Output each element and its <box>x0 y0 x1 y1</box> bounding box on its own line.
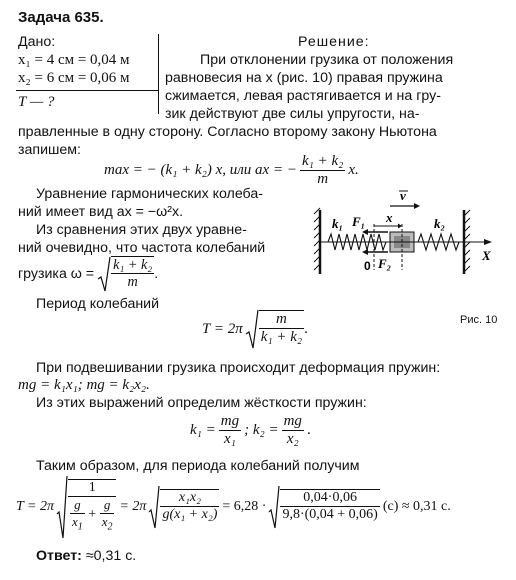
fraction-denominator: x₁ <box>223 430 236 447</box>
fraction-denominator: $x_1$ <box>72 514 83 533</box>
solution-line: правленные в одну сторону. Согласно второму закону Ньютона <box>18 124 437 140</box>
equation-part: max = − (k₁ + k₂) x, или ax = − <box>104 161 297 178</box>
velocity-arrowhead <box>414 203 420 209</box>
fraction-numerator: mg <box>283 412 302 429</box>
fraction <box>259 310 304 346</box>
k1-label: k₁ <box>332 216 344 231</box>
solution-line: Уравнение гармонических колеба- <box>36 186 263 202</box>
fraction-denominator: $x_2$ <box>101 514 113 533</box>
fraction-numerator: x₁x₂ <box>160 490 219 507</box>
fraction-denominator: m <box>127 274 138 290</box>
answer <box>36 548 136 564</box>
origin-label: 0 <box>364 259 371 273</box>
f1-label: F₁ <box>352 214 366 229</box>
fraction-numerator: 0,04·0,06 <box>280 490 379 507</box>
equation-part: T = 2π <box>202 320 243 337</box>
given-x1: x₁ = 4 см = 0,04 м <box>18 52 130 68</box>
solution-heading: Решение: <box>298 34 370 50</box>
fraction <box>100 497 115 533</box>
plus-sign: + <box>84 507 100 522</box>
solution-line: ний очевидно, что частота колебаний <box>18 240 266 256</box>
equation-part: = 2π <box>119 499 147 514</box>
fraction-compound <box>68 479 116 533</box>
given-x2: x₂ = 6 см = 0,06 м <box>18 70 130 86</box>
f2-label: F₂ <box>378 256 392 271</box>
fraction <box>160 489 219 523</box>
fraction <box>280 489 379 523</box>
omega-label: грузика ω = <box>18 266 95 282</box>
fraction-denominator: k₁ + k₂ <box>260 329 303 345</box>
period-formula <box>202 306 308 352</box>
axis-label: X <box>482 248 491 263</box>
left-wall <box>314 208 320 274</box>
sqrt-sign <box>245 308 259 350</box>
solution-line: При подвешивании грузика происходит деформация пружин: <box>36 360 441 376</box>
given-divider <box>16 90 158 91</box>
period-mark: . <box>154 266 159 282</box>
fraction-numerator: g <box>100 497 115 514</box>
given-vertical-divider <box>158 34 159 114</box>
spring-figure <box>306 188 506 308</box>
sqrt-sign <box>268 484 280 530</box>
fraction <box>300 153 345 188</box>
fraction-numerator: k₁ + k₂ <box>113 257 153 273</box>
solution-line: ний имеет вид ax = −ω²x. <box>18 204 184 220</box>
equation-part: k₁ = <box>190 421 216 438</box>
fraction-numerator: mg <box>220 412 240 429</box>
fraction-denominator: x₂ <box>286 430 299 447</box>
fraction <box>282 413 304 448</box>
answer-value: ≈0,31 с. <box>85 548 137 564</box>
sqrt-sign <box>148 484 160 530</box>
solution-line: Период колебаний <box>36 296 160 312</box>
fraction-numerator: k₁ + k₂ <box>301 152 344 169</box>
solution-line: Из этих выражений определим жёсткости пружин: <box>36 395 367 411</box>
omega-formula <box>18 254 158 294</box>
equation-part: T = 2π <box>16 499 54 514</box>
fraction-denominator: m <box>317 170 329 187</box>
fraction-numerator: g <box>70 497 85 514</box>
sqrt-sign <box>97 255 111 293</box>
fraction <box>219 413 241 448</box>
final-formula <box>16 472 451 542</box>
figure-caption: Рис. 10 <box>460 314 498 326</box>
solution-line: При отклонении грузика от положения <box>200 52 454 68</box>
solution-line: mg = k₁x₁; mg = k₂x₂. <box>18 377 150 393</box>
solution-line: равновесия на x (рис. 10) правая пружина <box>165 70 443 86</box>
sqrt-sign <box>56 474 68 540</box>
solution-line: зик действуют две силы упругости, на- <box>165 106 420 122</box>
displacement-arrowhead <box>398 224 402 229</box>
k2-label: k₂ <box>434 216 446 231</box>
solution-line: Таким образом, для периода колебаний получим <box>36 458 360 474</box>
equation-newton <box>104 150 359 190</box>
fraction-denominator: g(x₁ + x₂) <box>162 507 218 522</box>
equation-part: ; k₂ = <box>244 421 279 438</box>
period-mark: . <box>306 421 311 438</box>
period-mark: . <box>304 320 308 337</box>
fraction-numerator: m <box>259 311 304 329</box>
fraction-denominator <box>68 497 116 533</box>
force-f2-arrowhead <box>362 249 368 255</box>
given-label: Дано: <box>18 34 56 50</box>
velocity-label: v <box>400 188 406 203</box>
problem-title: Задача 635. <box>18 9 104 26</box>
fraction <box>70 497 85 533</box>
fraction-denominator: 9,8·(0,04 + 0,06) <box>282 507 378 522</box>
fraction <box>111 256 154 290</box>
solution-line: Из сравнения этих двух уравне- <box>36 222 247 238</box>
x-label: x <box>386 210 393 225</box>
fraction-numerator: 1 <box>68 480 116 497</box>
given-find: T — ? <box>18 94 55 110</box>
answer-label: Ответ: <box>36 548 82 564</box>
equation-part: (с) ≈ 0,31 с. <box>382 499 451 514</box>
solution-line: запишем: <box>18 142 81 158</box>
solution-line: сжимается, левая растягивается и на гру- <box>165 88 441 104</box>
stiffness-formula <box>190 408 311 452</box>
equation-part: = 6,28 · <box>222 499 267 514</box>
x-axis-arrowhead <box>484 239 492 245</box>
equation-part: x. <box>348 161 359 178</box>
